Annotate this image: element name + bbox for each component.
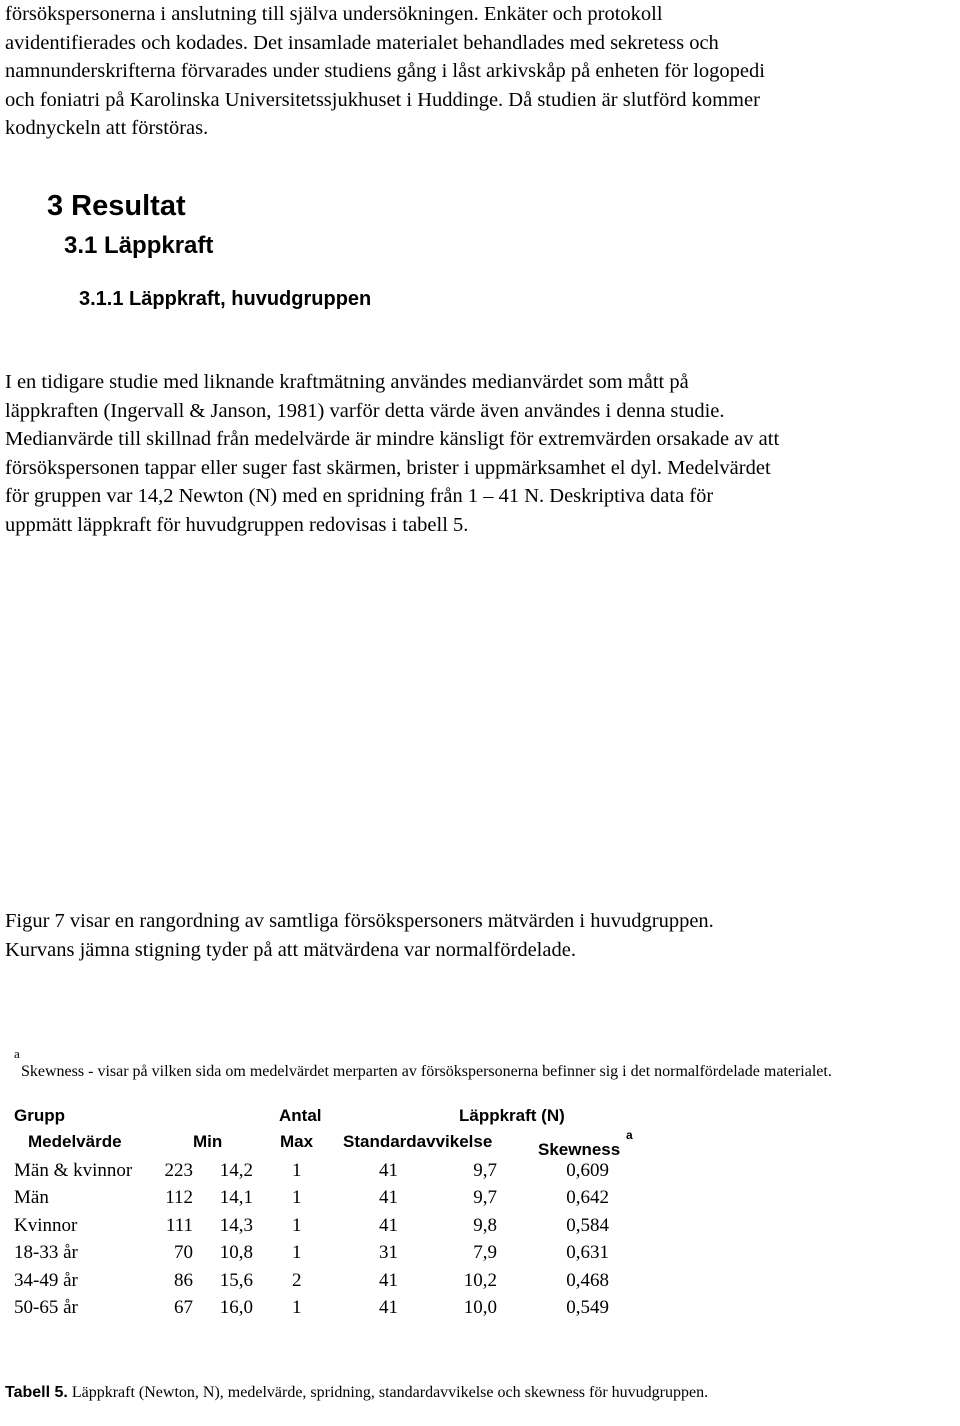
intro-line: namnunderskrifterna förvarades under studiens gång i låst arkivskåp på enheten för logopedi (5, 60, 765, 82)
heading-lappkraft: 3.1 Läppkraft (64, 232, 214, 259)
table-cell-group: Kvinnor (14, 1214, 78, 1236)
body-paragraph (5, 368, 955, 539)
table-cell: 41 (379, 1214, 398, 1236)
table-cell: 41 (379, 1297, 398, 1318)
table-cell: 0,631 (566, 1242, 609, 1264)
intro-line: kodnyckeln att förstöras. (5, 117, 209, 139)
header-std: Standardavvikelse (343, 1132, 493, 1151)
intro-paragraph (5, 0, 955, 143)
table-cell: 7,9 (473, 1242, 497, 1264)
body-line: försökspersonen tappar eller suger fast skärmen, brister i uppmärksamhet el dyl. Medelvärdet (5, 456, 771, 479)
table-cell: 0,609 (566, 1160, 609, 1181)
header-skewness: Skewness (538, 1140, 621, 1159)
table-cell: 0,468 (566, 1269, 609, 1291)
header-max: Max (280, 1132, 314, 1151)
header-min: Min (193, 1132, 223, 1151)
intro-line: och foniatri på Karolinska Universitetssjukhuset i Huddinge. Då studien är slutförd kommer (5, 88, 760, 111)
header-antal: Antal (279, 1106, 322, 1125)
body-line: Medianvärde till skillnad från medelvärde är mindre känsligt för extremvärden orsakade av att (5, 428, 780, 450)
heading-resultat: 3 Resultat (47, 190, 186, 222)
table-cell-group: 34-49 år (14, 1269, 78, 1291)
table-cell: 10,8 (219, 1242, 253, 1264)
table-cell-group: Män & kvinnor (14, 1160, 133, 1181)
table-cell: 31 (379, 1242, 398, 1264)
table-cell-group: 18-33 år (14, 1242, 78, 1264)
table-cell: 9,8 (473, 1214, 497, 1236)
table-cell: 16,0 (219, 1297, 253, 1318)
table-cell: 67 (174, 1297, 193, 1318)
header-lappkraft: Läppkraft (N) (459, 1106, 565, 1125)
table-cell: 112 (165, 1187, 193, 1209)
intro-line: försökspersonerna i anslutning till själva undersökningen. Enkäter och protokoll (5, 3, 663, 25)
table-cell: 2 (292, 1269, 302, 1291)
table-cell: 14,2 (219, 1160, 253, 1181)
caption-label: Tabell 5. (5, 1384, 68, 1401)
table-cell: 14,1 (219, 1187, 253, 1209)
table-cell: 0,584 (566, 1214, 609, 1236)
table-cell: 0,549 (566, 1297, 609, 1318)
body-line: uppmätt läppkraft för huvudgruppen redovisas i tabell 5. (5, 513, 469, 536)
footnote-marker: a (14, 1046, 20, 1061)
table-cell: 1 (292, 1187, 302, 1209)
table-cell: 1 (292, 1214, 302, 1236)
table-cell: 1 (292, 1160, 302, 1181)
heading-lappkraft-huvudgruppen: 3.1.1 Läppkraft, huvudgruppen (79, 288, 372, 310)
table-caption (5, 1381, 955, 1404)
footnote-text: Skewness - visar på vilken sida om medelvärdet merparten av försökspersonerna befinner sig i det normalfördelade materialet. (21, 1063, 832, 1080)
table-cell: 41 (379, 1269, 398, 1291)
intro-line: avidentifierades och kodades. Det insamlade materialet behandlades med sekretess och (5, 31, 719, 54)
figure-paragraph (5, 907, 955, 964)
table-cell: 0,642 (566, 1187, 609, 1209)
table-cell-group: Män (14, 1187, 49, 1209)
table-cell-group: 50-65 år (14, 1297, 78, 1318)
table-cell: 111 (165, 1214, 193, 1236)
figure-line: Kurvans jämna stigning tyder på att mätvärdena var normalfördelade. (5, 938, 576, 961)
table-cell: 9,7 (473, 1160, 497, 1181)
table-cell: 10,0 (463, 1297, 497, 1318)
caption-text: Läppkraft (Newton, N), medelvärde, spridning, standardavvikelse och skewness för huvudgruppen. (71, 1384, 709, 1401)
table-cell: 1 (292, 1242, 302, 1264)
table-cell: 86 (174, 1269, 193, 1291)
body-line: läppkraften (Ingervall & Janson, 1981) varför detta värde även användes i denna studie. (5, 399, 725, 422)
table-cell: 41 (379, 1187, 398, 1209)
header-medelvarde: Medelvärde (28, 1132, 122, 1151)
table-cell: 1 (292, 1297, 302, 1318)
table-cell: 15,6 (219, 1269, 253, 1291)
table-cell: 14,3 (219, 1214, 253, 1236)
body-line: för gruppen var 14,2 Newton (N) med en spridning från 1 – 41 N. Deskriptiva data för (5, 485, 714, 507)
table-cell: 70 (174, 1242, 193, 1264)
header-grupp: Grupp (14, 1106, 65, 1125)
table-cell: 41 (379, 1160, 398, 1181)
figure-line: Figur 7 visar en rangordning av samtliga försökspersoners mätvärden i huvudgruppen. (5, 910, 714, 932)
table-cell: 223 (164, 1160, 193, 1181)
header-skewness-superscript: a (626, 1128, 633, 1142)
table-cell: 9,7 (473, 1187, 497, 1209)
body-line: I en tidigare studie med liknande kraftmätning användes medianvärdet som mått på (5, 371, 689, 393)
table-cell: 10,2 (463, 1269, 497, 1291)
